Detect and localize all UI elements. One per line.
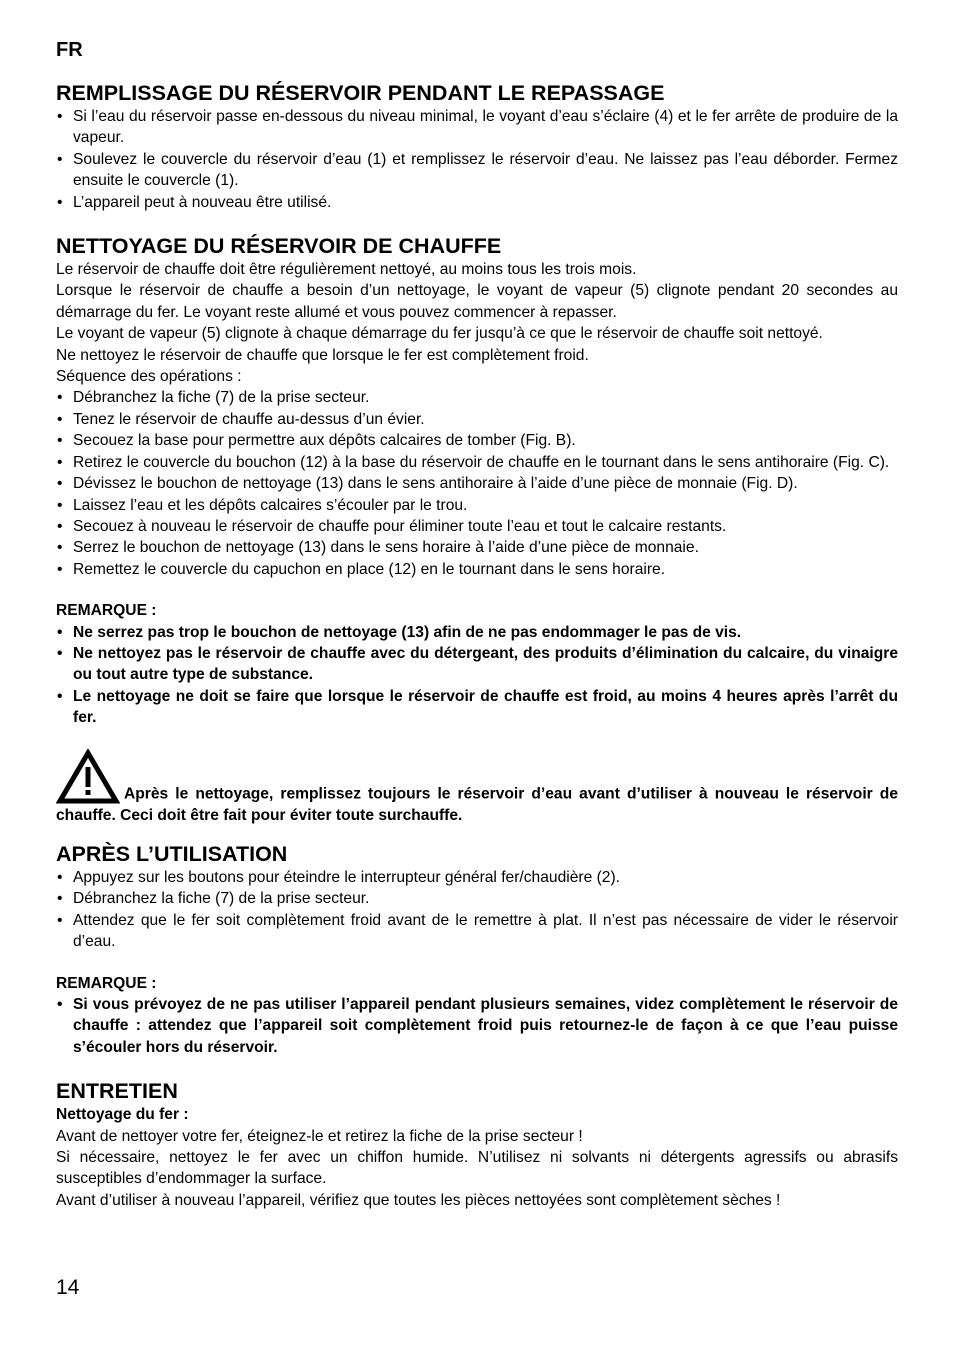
after-use-list xyxy=(56,867,898,953)
language-label: FR xyxy=(56,39,83,61)
note-list xyxy=(56,622,898,729)
section-title-refill: REMPLISSAGE DU RÉSERVOIR PENDANT LE REPASSAGE xyxy=(56,81,665,105)
list-item: • Le nettoyage ne doit se faire que lorsque le réservoir de chauffe est froid, au moins 4 heures après l’arrêt du fer. xyxy=(56,686,898,729)
paragraph: Si nécessaire, nettoyez le fer avec un chiffon humide. N’utilisez ni solvants ni détergents agressifs ou abrasifs susceptibles d’endommager la surface. xyxy=(56,1149,898,1188)
list-item: • Soulevez le couvercle du réservoir d’eau (1) et remplissez le réservoir d’eau. Ne laissez pas l’eau déborder. Fermez ensuite le couvercle (1). xyxy=(56,149,898,192)
paragraph: Avant d’utiliser à nouveau l’appareil, vérifiez que toutes les pièces nettoyées sont complètement sèches ! xyxy=(56,1191,781,1209)
paragraph: Ne nettoyez le réservoir de chauffe que lorsque le fer est complètement froid. xyxy=(56,346,589,364)
warning-paragraph xyxy=(56,749,898,826)
refill-list xyxy=(56,106,898,213)
page-number: 14 xyxy=(56,1276,80,1299)
list-item: • Secouez la base pour permettre aux dépôts calcaires de tomber (Fig. B). xyxy=(56,430,898,451)
list-item: • Attendez que le fer soit complètement froid avant de le remettre à plat. Il n’est pas nécessaire de vider le réservoir d’eau. xyxy=(56,910,898,953)
list-item: • Si l’eau du réservoir passe en-dessous du niveau minimal, le voyant d’eau s’éclaire (4) et le fer arrête de produire de la vapeur. xyxy=(56,106,898,149)
paragraph: Le réservoir de chauffe doit être régulièrement nettoyé, au moins tous les trois mois. xyxy=(56,261,637,279)
list-item: • Ne serrez pas trop le bouchon de nettoyage (13) afin de ne pas endommager le pas de vis. xyxy=(56,622,898,643)
section-after-use xyxy=(56,841,898,1058)
list-item: • Si vous prévoyez de ne pas utiliser l’appareil pendant plusieurs semaines, videz complètement le réservoir de chauffe : attendez que l’appareil soit complètement froid puis retournez-le de façon à ce que l’eau puisse s’écouler hors du réservoir. xyxy=(56,994,898,1058)
paragraph: Lorsque le réservoir de chauffe a besoin d’un nettoyage, le voyant de vapeur (5) clignote pendant 20 secondes au démarrage du fer. Le voyant reste allumé et vous pouvez commencer à repasser. xyxy=(56,282,898,321)
page-content xyxy=(56,38,898,1222)
list-item: • L’appareil peut à nouveau être utilisé. xyxy=(56,192,898,213)
section-title-cleaning: NETTOYAGE DU RÉSERVOIR DE CHAUFFE xyxy=(56,234,502,259)
list-item: • Appuyez sur les boutons pour éteindre le interrupteur général fer/chaudière (2). xyxy=(56,867,898,888)
section-title-after-use: APRÈS L’UTILISATION xyxy=(56,841,288,866)
note-title: REMARQUE : xyxy=(56,974,157,992)
list-item: • Tenez le réservoir de chauffe au-dessus d’un évier. xyxy=(56,409,898,430)
list-item: • Retirez le couvercle du bouchon (12) à la base du réservoir de chauffe en le tournant dans le sens antihoraire (Fig. C). xyxy=(56,452,898,473)
subtitle: Nettoyage du fer : xyxy=(56,1106,189,1124)
cleaning-steps xyxy=(56,387,898,580)
paragraph: Séquence des opérations : xyxy=(56,368,242,386)
list-item: • Ne nettoyez pas le réservoir de chauffe avec du détergeant, des produits d’élimination du calcaire, du vinaigre ou tout autre type de substance. xyxy=(56,643,898,686)
warning-text: Après le nettoyage, remplissez toujours le réservoir d’eau avant d’utiliser à nouveau le réservoir de chauffe. Ceci doit être fait pour éviter toute surchauffe. xyxy=(56,785,898,824)
list-item: • Laissez l’eau et les dépôts calcaires s’écouler par le trou. xyxy=(56,495,898,516)
list-item: • Serrez le bouchon de nettoyage (13) dans le sens horaire à l’aide d’une pièce de monnaie. xyxy=(56,537,898,558)
section-refill xyxy=(56,80,898,213)
section-maintenance xyxy=(56,1078,898,1211)
note-title: REMARQUE : xyxy=(56,602,157,620)
note-list xyxy=(56,994,898,1058)
list-item: • Débranchez la fiche (7) de la prise secteur. xyxy=(56,888,898,909)
warning-triangle-icon xyxy=(56,749,120,805)
section-cleaning xyxy=(56,233,898,826)
section-title-maintenance: ENTRETIEN xyxy=(56,1079,178,1104)
paragraph: Avant de nettoyer votre fer, éteignez-le et retirez la fiche de la prise secteur ! xyxy=(56,1127,583,1145)
list-item: • Débranchez la fiche (7) de la prise secteur. xyxy=(56,387,898,408)
list-item: • Secouez à nouveau le réservoir de chauffe pour éliminer toute l’eau et tout le calcaire restants. xyxy=(56,516,898,537)
list-item: • Remettez le couvercle du capuchon en place (12) en le tournant dans le sens horaire. xyxy=(56,559,898,580)
warning-block xyxy=(56,749,898,826)
paragraph: Le voyant de vapeur (5) clignote à chaque démarrage du fer jusqu’à ce que le réservoir de chauffe soit nettoyé. xyxy=(56,325,823,343)
list-item: • Dévissez le bouchon de nettoyage (13) dans le sens antihoraire à l’aide d’une pièce de monnaie (Fig. D). xyxy=(56,473,898,494)
